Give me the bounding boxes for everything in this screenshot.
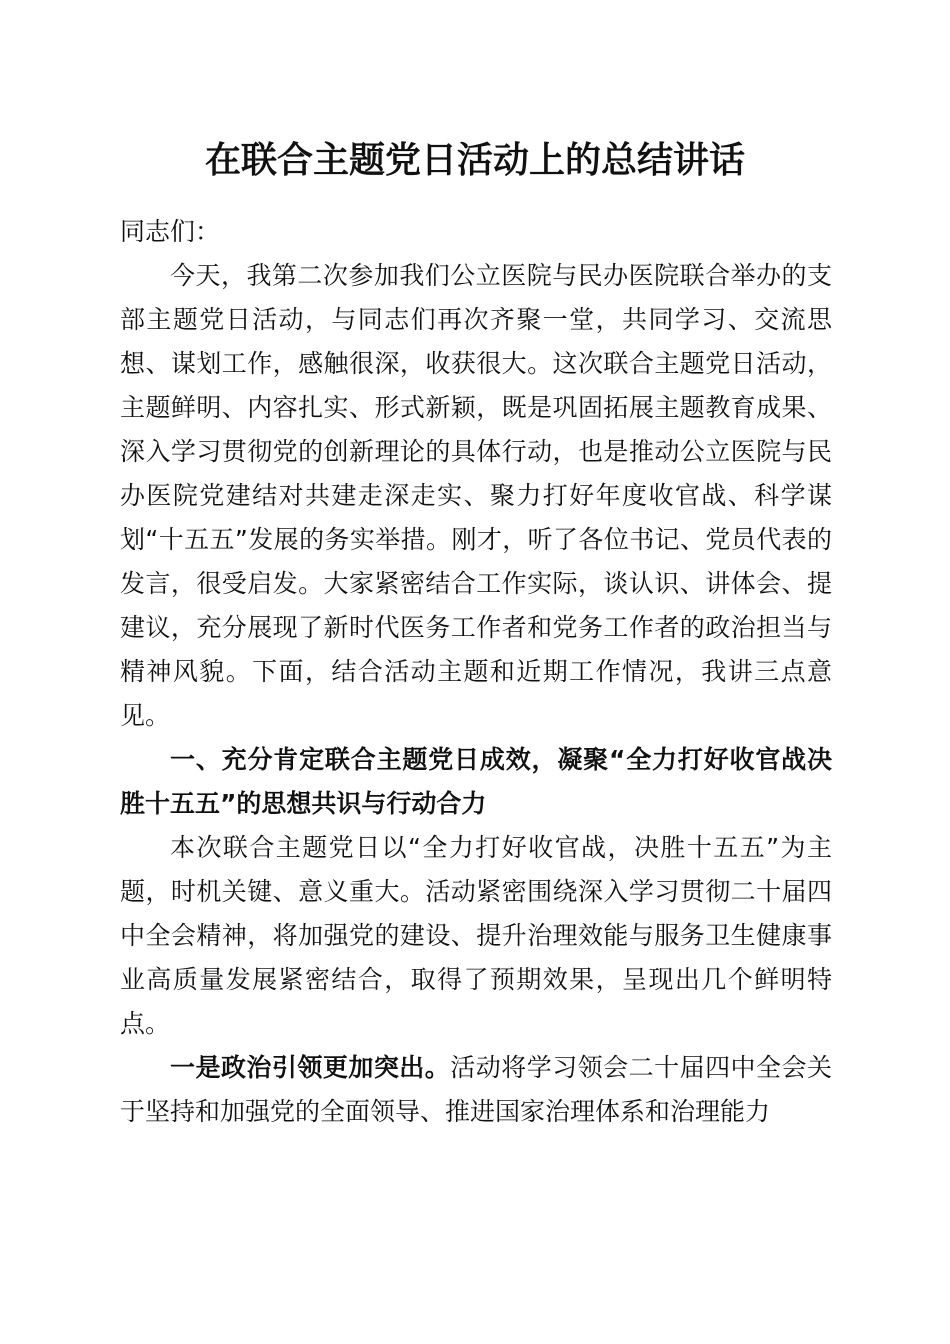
paragraph-section-1-intro: 本次联合主题党日以“全力打好收官战，决胜十五五”为主题，时机关键、意义重大。活动紧密围绕深入学习贯彻二十届四中全会精神，将加强党的建设、提升治理效能与服务卫生健康事业高质量发展紧密结合，取得了预期效果，呈现出几个鲜明特点。 [120,833,832,1038]
paragraph-opening: 今天，我第二次参加我们公立医院与民办医院联合举办的支部主题党日活动，与同志们再次齐聚一堂，共同学习、交流思想、谋划工作，感触很深，收获很大。这次联合主题党日活动，主题鲜明、内容扎实、形式新颖，既是巩固拓展主题教育成果、深入学习贯彻党的创新理论的具体行动，也是推动公立医院与民办医院党建结对共建走深走实、聚力打好年度收官战、科学谋划“十五五”发展的务实举措。刚才，听了各位书记、党员代表的发言，很受启发。大家紧密结合工作实际，谈认识、讲体会、提建议，充分展现了新时代医务工作者和党务工作者的政治担当与精神风貌。下面，结合活动主题和近期工作情况，我讲三点意见。 [120,261,832,730]
paragraph-point-1 [120,1046,832,1134]
page-title: 在联合主题党日活动上的总结讲话 [204,139,745,181]
point-1-lead: 一是政治引领更加突出。 [170,1053,451,1082]
section-heading-1: 一、充分肯定联合主题党日成效，凝聚“全力打好收官战决胜十五五”的思想共识与行动合力 [120,745,832,818]
salutation: 同志们： [120,217,221,246]
document-body [120,210,832,1134]
point-1-text: 活动将学习领会二十届四中全会关于坚持和加强党的全面领导、推进国家治理体系和治理能力 [120,1053,832,1126]
